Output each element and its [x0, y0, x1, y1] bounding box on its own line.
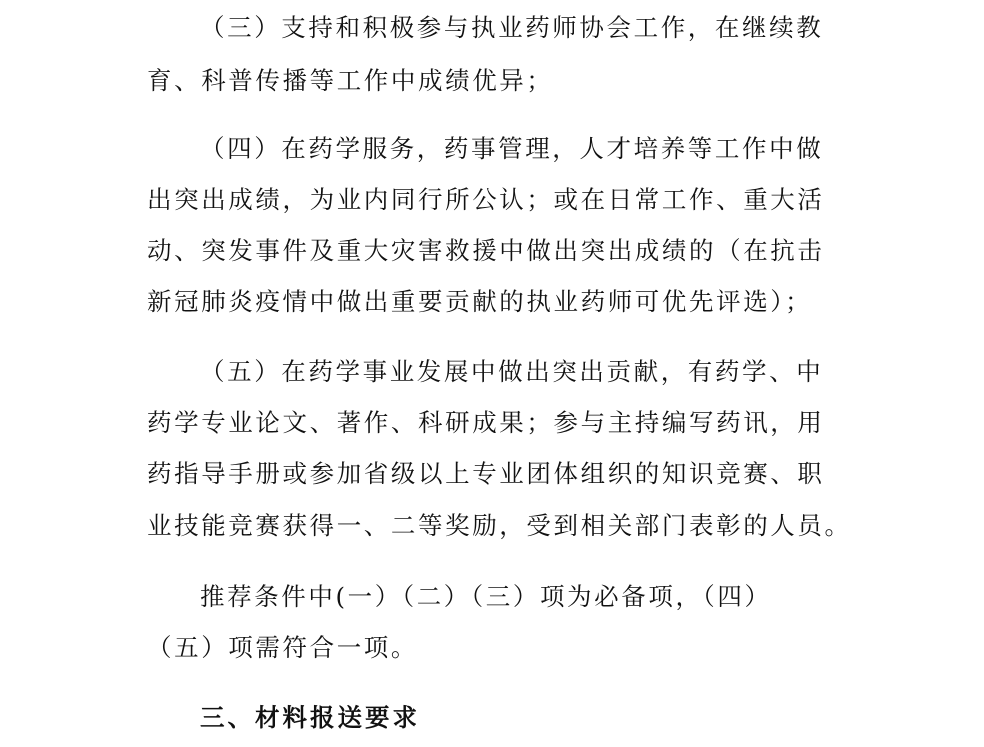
item-four-line-4: 新冠肺炎疫情中做出重要贡献的执业药师可优先评选）；	[147, 287, 813, 316]
item-five-line-1: （五）在药学事业发展中做出突出贡献，有药学、中	[200, 357, 824, 386]
requirement-note-line-2: （五）项需符合一项。	[147, 633, 418, 662]
item-three-line-2: 育、科普传播等工作中成绩优异；	[147, 66, 554, 95]
item-four-line-3: 动、突发事件及重大灾害救援中做出突出成绩的（在抗击	[147, 236, 825, 265]
section-heading: 三、材料报送要求	[200, 703, 420, 732]
item-four-line-2: 出突出成绩，为业内同行所公认；或在日常工作、重大活	[147, 185, 825, 214]
item-five-line-2: 药学专业论文、著作、科研成果；参与主持编写药讯，用	[147, 408, 825, 437]
item-five-line-3: 药指导手册或参加省级以上专业团体组织的知识竞赛、职	[147, 459, 825, 488]
requirement-note-line-1: 推荐条件中(一）（二）（三）项为必备项，（四）	[200, 582, 772, 611]
item-five-line-4: 业技能竞赛获得一、二等奖励，受到相关部门表彰的人员。	[147, 511, 852, 540]
item-four-line-1: （四）在药学服务，药事管理，人才培养等工作中做	[200, 134, 824, 163]
item-three-line-1: （三）支持和积极参与执业药师协会工作，在继续教	[200, 13, 824, 42]
